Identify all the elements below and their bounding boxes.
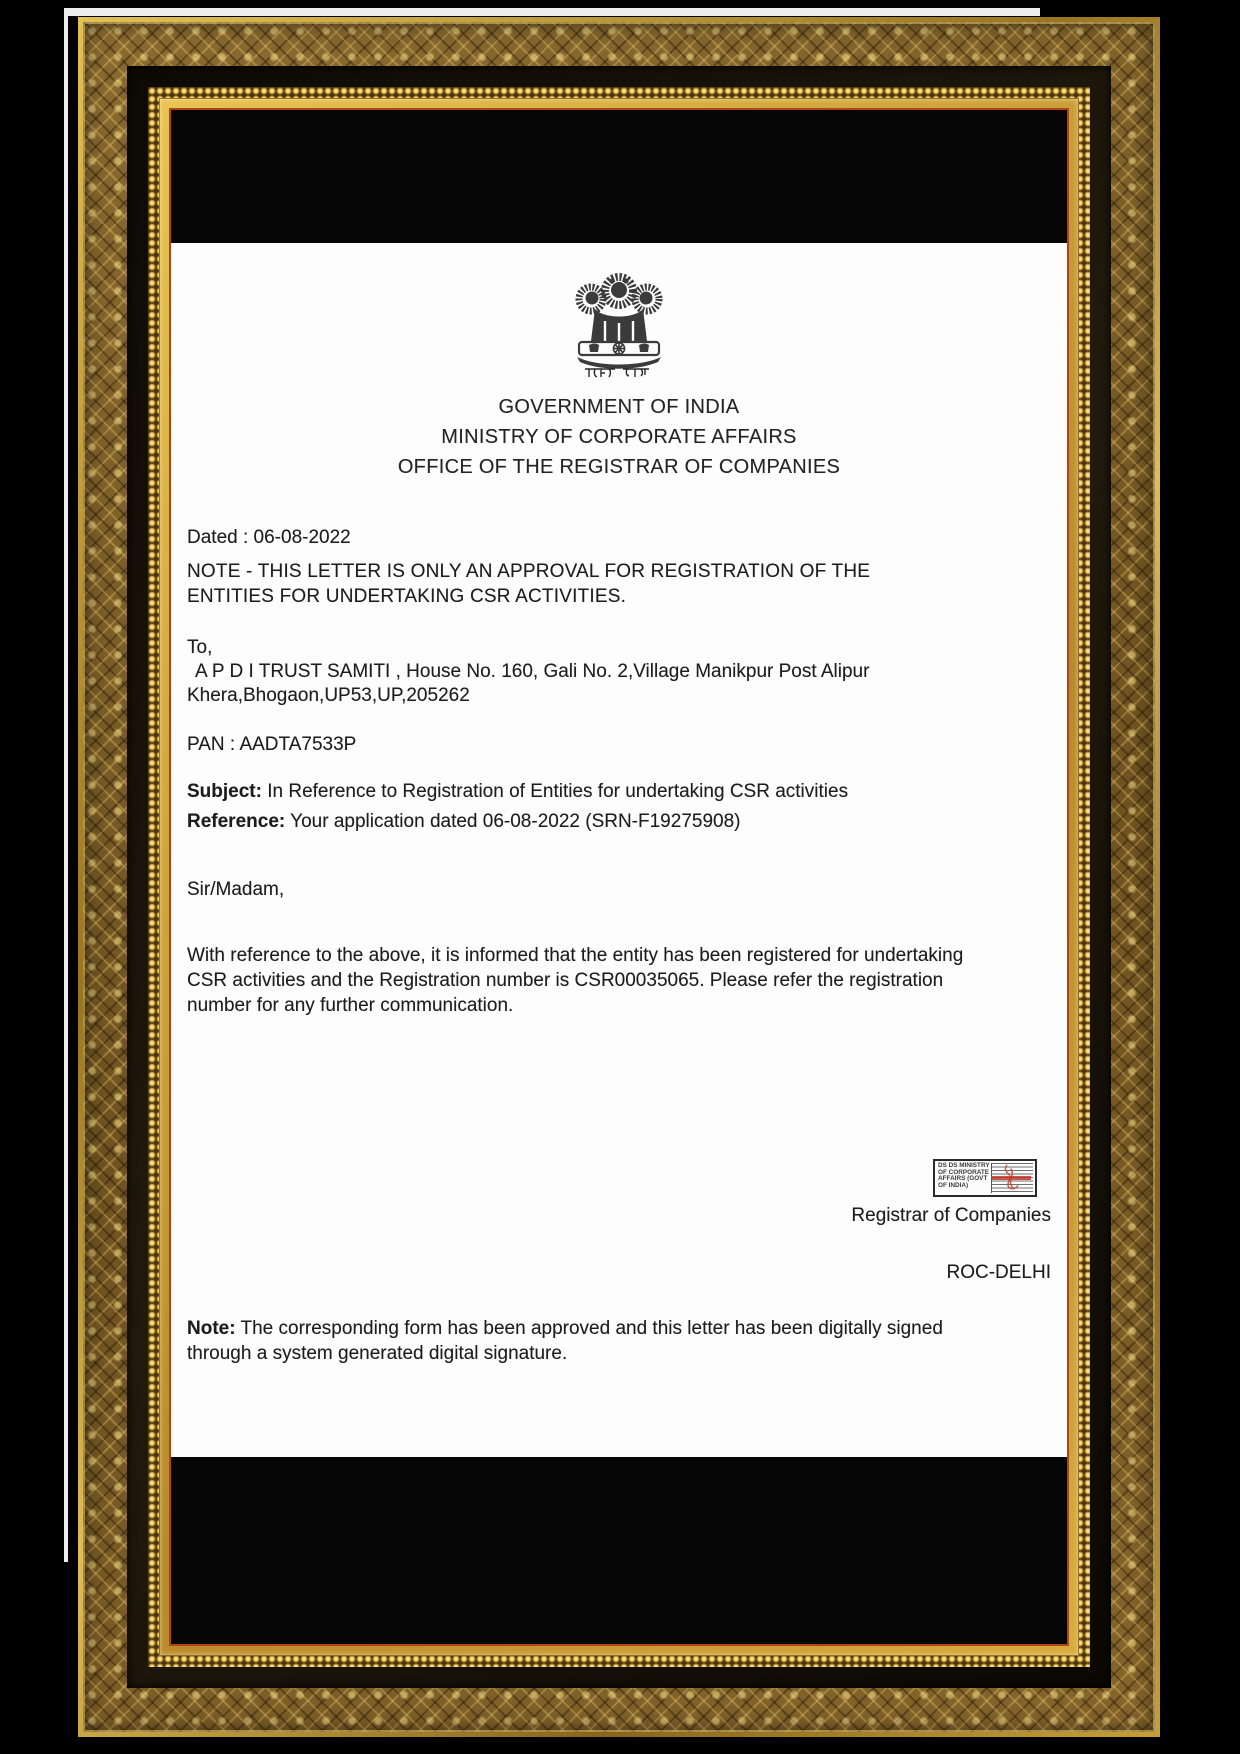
subject-text: In Reference to Registration of Entities for undertaking CSR activities [261, 781, 849, 802]
addressee-line2: Khera,Bhogaon,UP53,UP,205262 [187, 685, 470, 706]
footer-note-text: The corresponding form has been approved and this letter has been digitally signed [235, 1318, 943, 1339]
approval-note-caps-line1: NOTE - THIS LETTER IS ONLY AN APPROVAL FOR REGISTRATION OF THE [187, 561, 871, 582]
frame-opening-black-mat [171, 110, 1067, 1644]
digital-signature-fine-print [991, 1163, 1033, 1193]
pan-line: PAN : AADTA7533P [187, 734, 357, 755]
csr-approval-letter [171, 243, 1067, 1457]
letterhead-ministry: MINISTRY OF CORPORATE AFFAIRS [441, 426, 797, 448]
footer-note [187, 1316, 943, 1366]
photo-edge-left [64, 8, 68, 1562]
dated-line: Dated : 06-08-2022 [187, 527, 351, 548]
subject-label: Subject: [187, 781, 262, 802]
reference-line [187, 809, 740, 834]
picture-frame [78, 17, 1160, 1737]
body-paragraph [187, 943, 963, 1018]
salutation: Sir/Madam, [187, 879, 285, 900]
reference-text: Your application dated 06-08-2022 (SRN-F19275908) [285, 811, 741, 832]
roc-office: ROC-DELHI [946, 1262, 1051, 1283]
approval-note-caps-line2: ENTITIES FOR UNDERTAKING CSR ACTIVITIES. [187, 586, 627, 607]
body-line2: CSR activities and the Registration number is CSR00035065. Please refer the registration [187, 970, 944, 991]
digital-signature-stamp-text: DS DS MINISTRY OF CORPORATE AFFAIRS (GOVT OF INDIA) [938, 1162, 990, 1189]
digital-signature-squiggle-icon [992, 1163, 1033, 1193]
letterhead-government-of-india: GOVERNMENT OF INDIA [498, 396, 740, 418]
footer-note-line1 [187, 1316, 943, 1341]
body-line3: number for any further communication. [187, 995, 514, 1016]
ashoka-lion-capital-icon [559, 269, 679, 381]
satyameva-jayate-motto-glyphs [585, 369, 649, 377]
subject-line [187, 779, 848, 804]
reference-label: Reference: [187, 811, 286, 832]
letterhead-office-of-registrar: OFFICE OF THE REGISTRAR OF COMPANIES [397, 456, 841, 478]
india-national-emblem [187, 269, 1051, 388]
to-label: To, [187, 637, 213, 658]
footer-note-label: Note: [187, 1318, 236, 1339]
photo-edge-top [64, 8, 1040, 16]
addressee-line1: A P D I TRUST SAMITI , House No. 160, Gali No. 2,Village Manikpur Post Alipur [195, 661, 870, 682]
footer-note-line2: through a system generated digital signature. [187, 1343, 568, 1364]
body-line1: With reference to the above, it is informed that the entity has been registered for undertaking [187, 945, 964, 966]
signatory-title: Registrar of Companies [851, 1205, 1051, 1226]
digital-signature-stamp [933, 1159, 1037, 1197]
approval-note-caps [187, 559, 870, 609]
